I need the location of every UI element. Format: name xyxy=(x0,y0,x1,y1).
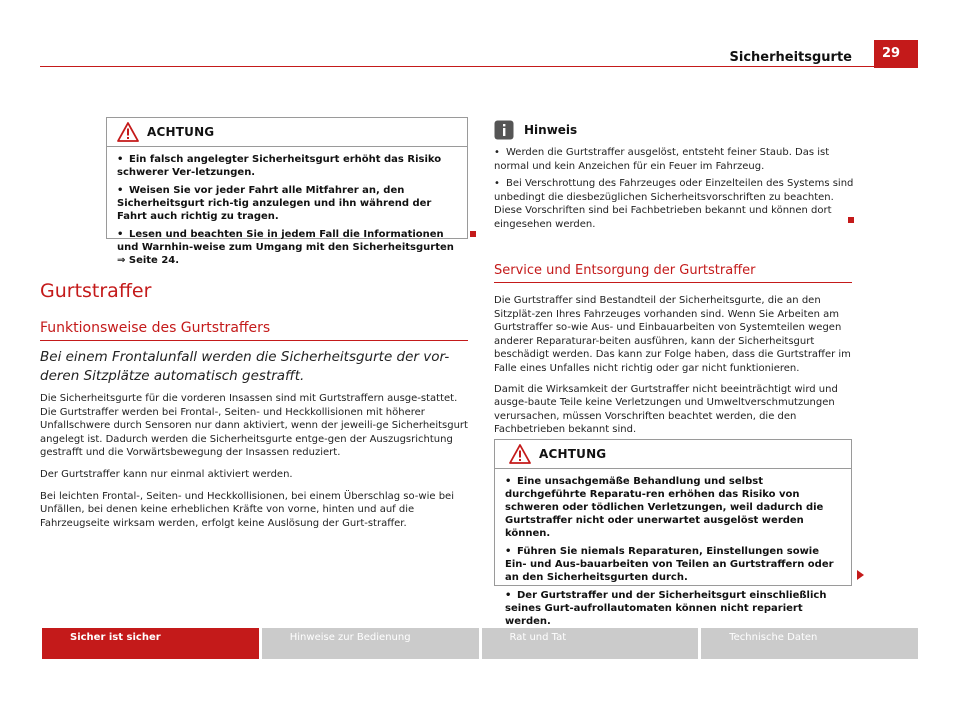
warning-box-2 xyxy=(494,439,852,627)
paragraph: Bei leichten Frontal-, Seiten- und Heckkollisionen, bei einem Überschlag so-wie bei Unfällen, bei denen keine erheblichen Kräfte von vorne, hinten und auf die Fahrzeugseite wirksam werden, erfolgt keine Auslösung der Gurt-straffer. xyxy=(40,490,454,529)
chapter-heading: Gurtstraffer xyxy=(40,280,152,302)
header-rule xyxy=(40,66,874,67)
section-heading: Service und Entsorgung der Gurtstraffer xyxy=(494,263,756,278)
warning-title: ACHTUNG xyxy=(147,125,215,139)
left-body xyxy=(40,392,468,538)
hint-title: Hinweis xyxy=(524,123,578,137)
footer-tab-rat-und-tat[interactable]: Rat und Tat xyxy=(482,628,699,659)
footer-tab-sicher-ist-sicher[interactable]: Sicher ist sicher xyxy=(42,628,259,659)
hint-header xyxy=(494,118,854,142)
hint-item: • Werden die Gurtstraffer ausgelöst, entsteht feiner Staub. Das ist normal und kein Anzeichen für ein Feuer im Fahrzeug. xyxy=(494,147,830,172)
warning-item: • Weisen Sie vor jeder Fahrt alle Mitfahrer an, den Sicherheitsgurt rich-tig anzulegen und ihn während der Fahrt auch richtig zu tragen. xyxy=(117,185,432,222)
section-heading-rule xyxy=(494,282,852,283)
bullet-icon: • xyxy=(494,178,500,190)
paragraph: Die Gurtstraffer sind Bestandteil der Sicherheitsgurte, die an den Sitzplät-zen Ihres Fahrzeuges vorhanden sind. Wenn Sie Arbeiten am Gurtstraffer so-wie Aus- und Einbauarbeiten von Systemteilen wegen anderer Reparaturar-beiten ausführen, kann der Sicherheitsgurt beschädigt werden. Das kann zur Folge haben, dass die Gurtstraffer im Falle eines Unfalles nicht richtig oder gar nicht funktionieren. xyxy=(494,295,851,374)
warning-item: • Der Gurtstraffer und der Sicherheitsgurt einschließlich seines Gurt-aufrollautomaten können nicht repariert werden. xyxy=(505,590,827,627)
warning-item: • Eine unsachgemäße Behandlung und selbst durchgeführte Reparatu-ren erhöhen das Risiko von schweren oder tödlichen Verletzungen, weil dadurch die Gurtstraffer nicht oder unerwartet ausgelöst werden können. xyxy=(505,476,824,539)
paragraph: Damit die Wirksamkeit der Gurtstraffer nicht beeinträchtigt wird und ausge-baute Teile keine Verletzungen und Umweltverschmutzungen verursachen, müssen Vorschriften beachtet werden, die den Fachbetrieben bekannt sind. xyxy=(494,383,838,436)
hint-info-icon xyxy=(494,120,514,140)
lead-text: Bei einem Frontalunfall werden die Sicherheitsgurte der vor-deren Sitzplätze automatisch gestrafft. xyxy=(40,349,450,384)
warning-body xyxy=(107,147,467,275)
bullet-icon: • xyxy=(505,546,512,557)
page-number: 29 xyxy=(874,40,918,68)
warning-title: ACHTUNG xyxy=(539,447,607,461)
bullet-icon: • xyxy=(117,185,124,196)
warning-triangle-icon xyxy=(117,122,139,142)
warning-item: • Lesen und beachten Sie in jedem Fall die Informationen und Warnhin-weise zum Umgang mit den Sicherheitsgurten ⇒ Seite 24. xyxy=(117,229,454,266)
warning-body xyxy=(495,469,851,636)
section-title: Sicherheitsgurte xyxy=(729,50,852,65)
warning-box-1 xyxy=(106,117,468,266)
warning-triangle-icon xyxy=(509,444,531,464)
hint-item: • Bei Verschrottung des Fahrzeuges oder Einzelteilen des Systems sind unbedingt die diesbezüglichen Sicherheitsvorschriften zu beachten. Diese Vorschriften sind bei Fachbetrieben bekannt und können dort eingesehen werden. xyxy=(494,178,854,230)
bullet-icon: • xyxy=(117,229,124,240)
footer-nav xyxy=(42,628,918,659)
paragraph: Die Sicherheitsgurte für die vorderen Insassen sind mit Gurtstraffern ausge-stattet. Die Gurtstraffer werden bei Frontal-, Seiten- und Heckkollisionen mit höherer Unfallschwere durch Sensoren nur dann aktiviert, wenn der jeweili-ge Sicherheitsgurt angelegt ist. Dadurch werden die Sicherheitsgurte entge-gen der Auszugsrichtung gestrafft und die Vorwärtsbewegung der Insassen reduziert. xyxy=(40,393,468,459)
bullet-icon: • xyxy=(494,147,500,158)
section-heading-rule xyxy=(40,340,468,341)
right-body xyxy=(494,294,854,444)
end-of-section-marker xyxy=(848,217,854,223)
warning-box-header xyxy=(495,440,851,469)
warning-item: • Ein falsch angelegter Sicherheitsgurt erhöht das Risiko schwerer Ver-letzungen. xyxy=(117,154,442,178)
paragraph: Der Gurtstraffer kann nur einmal aktiviert werden. xyxy=(40,468,293,480)
warning-box-header xyxy=(107,118,467,147)
bullet-icon: • xyxy=(505,590,512,601)
bullet-icon: • xyxy=(505,476,512,487)
footer-tab-hinweise-zur-bedienung[interactable]: Hinweise zur Bedienung xyxy=(262,628,479,659)
footer-tab-technische-daten[interactable]: Technische Daten xyxy=(701,628,918,659)
continue-arrow-icon xyxy=(857,570,864,580)
hint-box xyxy=(494,118,854,232)
warning-item: • Führen Sie niemals Reparaturen, Einstellungen sowie Ein- und Aus-bauarbeiten von Teilen an Gurtstraffern oder an den Sicherheitsgurten durch. xyxy=(505,546,834,583)
end-of-section-marker xyxy=(470,231,476,237)
bullet-icon: • xyxy=(117,154,124,165)
section-heading: Funktionsweise des Gurtstraffers xyxy=(40,320,271,336)
